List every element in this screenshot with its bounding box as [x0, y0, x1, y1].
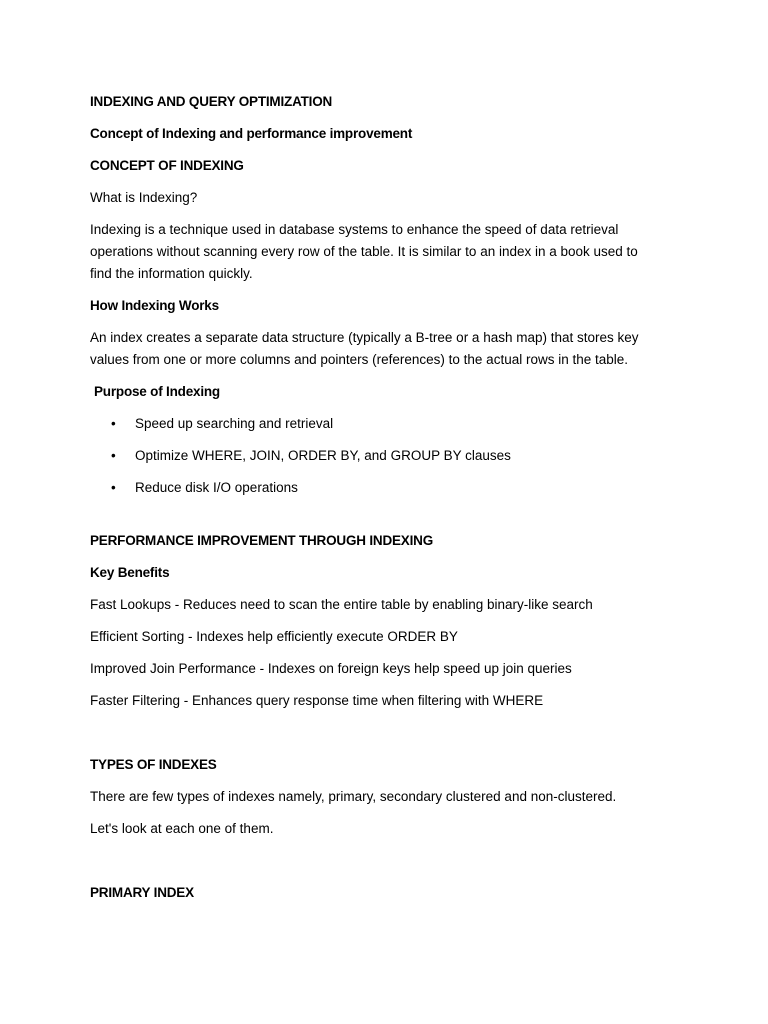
what-is-question: What is Indexing? [90, 190, 198, 205]
list-item [90, 413, 690, 435]
types-intro: There are few types of indexes namely, primary, secondary clustered and non-clustered. [90, 789, 617, 804]
bullet-icon: • [111, 448, 116, 463]
document-title: INDEXING AND QUERY OPTIMIZATION [90, 94, 333, 109]
document-page [90, 91, 690, 904]
definition-line: find the information quickly. [90, 266, 253, 281]
how-heading: How Indexing Works [90, 298, 219, 313]
list-item-text: Optimize WHERE, JOIN, ORDER BY, and GROUP BY clauses [135, 448, 511, 463]
bullet-icon: • [111, 480, 116, 495]
definition-line: Indexing is a technique used in database systems to enhance the speed of data retrieval [90, 222, 619, 237]
bullet-icon: • [111, 416, 116, 431]
definition-line: operations without scanning every row of the table. It is similar to an index in a book used to [90, 244, 638, 259]
types-heading: TYPES OF INDEXES [90, 757, 217, 772]
primary-index-heading: PRIMARY INDEX [90, 885, 194, 900]
benefits-heading: Key Benefits [90, 565, 170, 580]
how-line: An index creates a separate data structure (typically a B-tree or a hash map) that stores key [90, 330, 639, 345]
definition-paragraph [90, 219, 690, 285]
benefit-item: Improved Join Performance - Indexes on foreign keys help speed up join queries [90, 661, 572, 676]
list-item-text: Reduce disk I/O operations [135, 480, 298, 495]
types-followup: Let's look at each one of them. [90, 821, 274, 836]
how-line: values from one or more columns and pointers (references) to the actual rows in the table. [90, 352, 629, 367]
benefit-item: Efficient Sorting - Indexes help efficiently execute ORDER BY [90, 629, 458, 644]
list-item-text: Speed up searching and retrieval [135, 416, 334, 431]
document-subtitle: Concept of Indexing and performance improvement [90, 126, 413, 141]
benefit-item: Faster Filtering - Enhances query response time when filtering with WHERE [90, 693, 544, 708]
concept-heading: CONCEPT OF INDEXING [90, 158, 244, 173]
purpose-heading: Purpose of Indexing [94, 384, 220, 399]
purpose-list [90, 413, 690, 499]
how-paragraph [90, 327, 690, 371]
benefit-item: Fast Lookups - Reduces need to scan the entire table by enabling binary-like search [90, 597, 593, 612]
performance-heading: PERFORMANCE IMPROVEMENT THROUGH INDEXING [90, 533, 434, 548]
list-item [90, 445, 690, 467]
list-item [90, 477, 690, 499]
